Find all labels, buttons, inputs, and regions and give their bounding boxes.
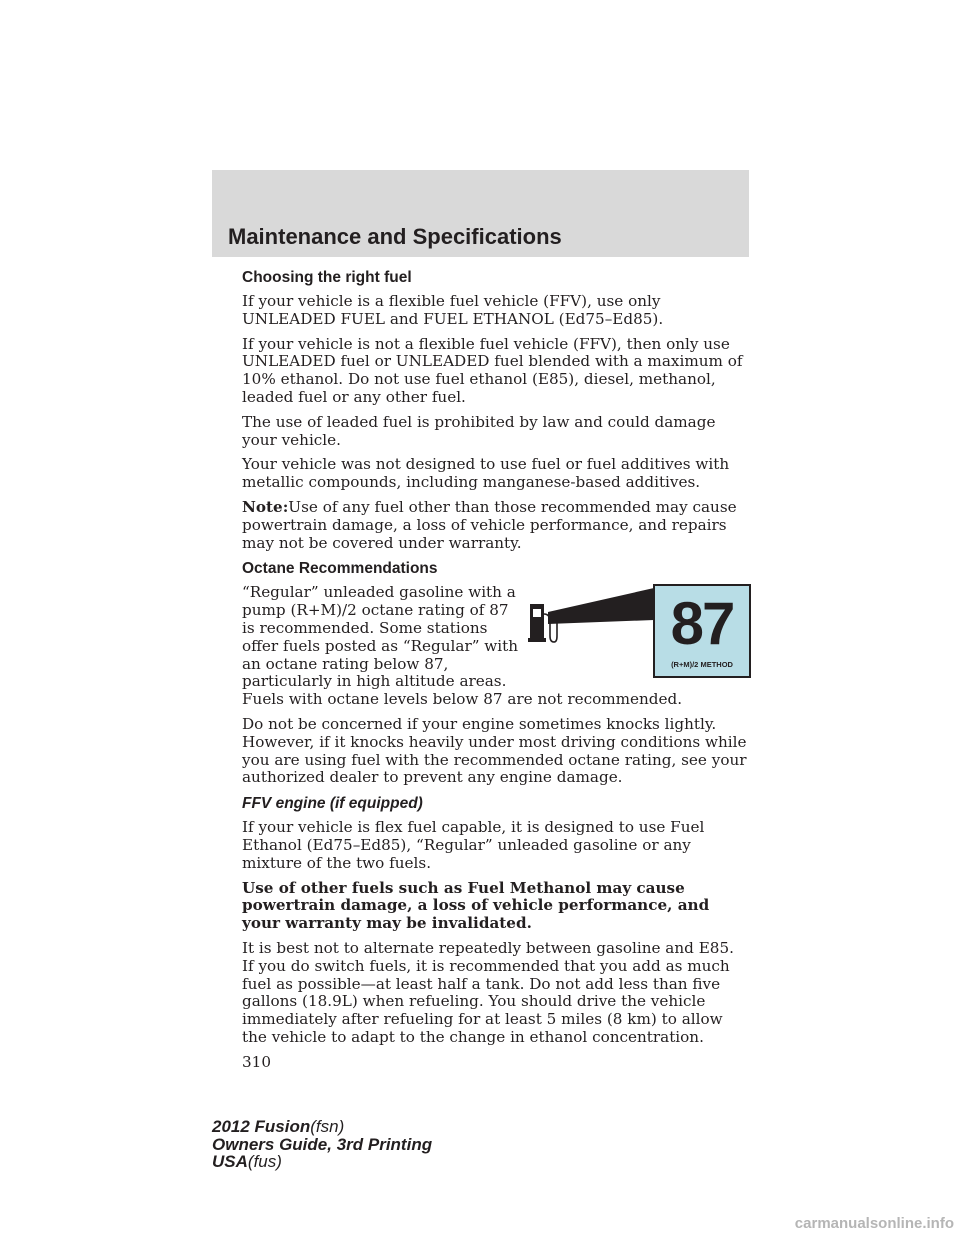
- footer-market: USA: [212, 1152, 248, 1171]
- section-header-bar: [212, 170, 749, 257]
- heading-ffv-engine: FFV engine (if equipped): [242, 795, 423, 813]
- paragraph: Your vehicle was not designed to use fuel or fuel additives with metallic compounds, including manganese-based additives.: [242, 455, 730, 492]
- note-text: Use of any fuel other than those recommended may cause powertrain damage, a loss of vehicle performance, and repairs may not be covered under warranty.: [242, 497, 737, 552]
- note-label: Note:: [242, 497, 289, 516]
- paragraph: Do not be concerned if your engine sometimes knocks lightly. However, if it knocks heavily under most driving conditions while you are using fuel with the recommended octane rating, see your authorized dealer to prevent any engine damage.: [242, 714, 747, 787]
- footer: [212, 1118, 432, 1171]
- page-number: 310: [242, 1052, 271, 1071]
- octane-label-illustration: [528, 584, 750, 680]
- warning-paragraph: Use of other fuels such as Fuel Methanol may cause powertrain damage, a loss of vehicle performance, and your warranty may be invalidated.: [242, 878, 710, 933]
- page-content: [242, 268, 750, 1078]
- paragraph: The use of leaded fuel is prohibited by law and could damage your vehicle.: [242, 412, 716, 449]
- octane-method: (R+M)/2 METHOD: [671, 659, 733, 669]
- footer-model: 2012 Fusion: [212, 1117, 311, 1136]
- watermark: carmanualsonline.info: [794, 1215, 954, 1232]
- octane-block: [242, 584, 750, 709]
- octane-rating-label: [653, 584, 751, 678]
- paragraph: “Regular” unleaded gasoline with a pump (R+M)/2 octane rating of 87 is recommended. Some stations offer fuels posted as “Regular” with an octane rating below 87, particularly in high altitude areas. Fuels with octane levels below 87 are not recommended.: [242, 583, 683, 709]
- octane-number: 87: [670, 590, 734, 658]
- section-title: Maintenance and Specifications: [228, 224, 562, 249]
- paragraph: It is best not to alternate repeatedly between gasoline and E85. If you do switch fuels, it is recommended that you add as much fuel as possible—at least half a tank. Do not add less than five gallons (18.9L) when refueling. You should drive the vehicle immediately after refueling for at least 5 miles (8 km) to allow the vehicle to adapt to the change in ethanol concentration.: [242, 938, 734, 1046]
- fuel-pump-icon: [528, 584, 658, 680]
- footer-market-code: (fus): [247, 1152, 282, 1171]
- paragraph: If your vehicle is flex fuel capable, it is designed to use Fuel Ethanol (Ed75–Ed85), “Regular” unleaded gasoline or any mixture of the two fuels.: [242, 818, 705, 872]
- paragraph: If your vehicle is a flexible fuel vehicle (FFV), use only UNLEADED FUEL and FUEL ETHANOL (Ed75–Ed85).: [242, 292, 664, 328]
- footer-model-code: (fsn): [310, 1117, 345, 1136]
- paragraph: If your vehicle is not a flexible fuel vehicle (FFV), then only use UNLEADED fuel or UNLEADED fuel blended with a maximum of 10% ethanol. Do not use fuel ethanol (E85), diesel, methanol, leaded fuel or any other fuel.: [242, 334, 743, 406]
- footer-printing: Owners Guide, 3rd Printing: [212, 1134, 433, 1154]
- note-paragraph: [242, 499, 750, 552]
- heading-octane: Octane Recommendations: [242, 560, 438, 578]
- heading-choosing-fuel: Choosing the right fuel: [242, 269, 412, 286]
